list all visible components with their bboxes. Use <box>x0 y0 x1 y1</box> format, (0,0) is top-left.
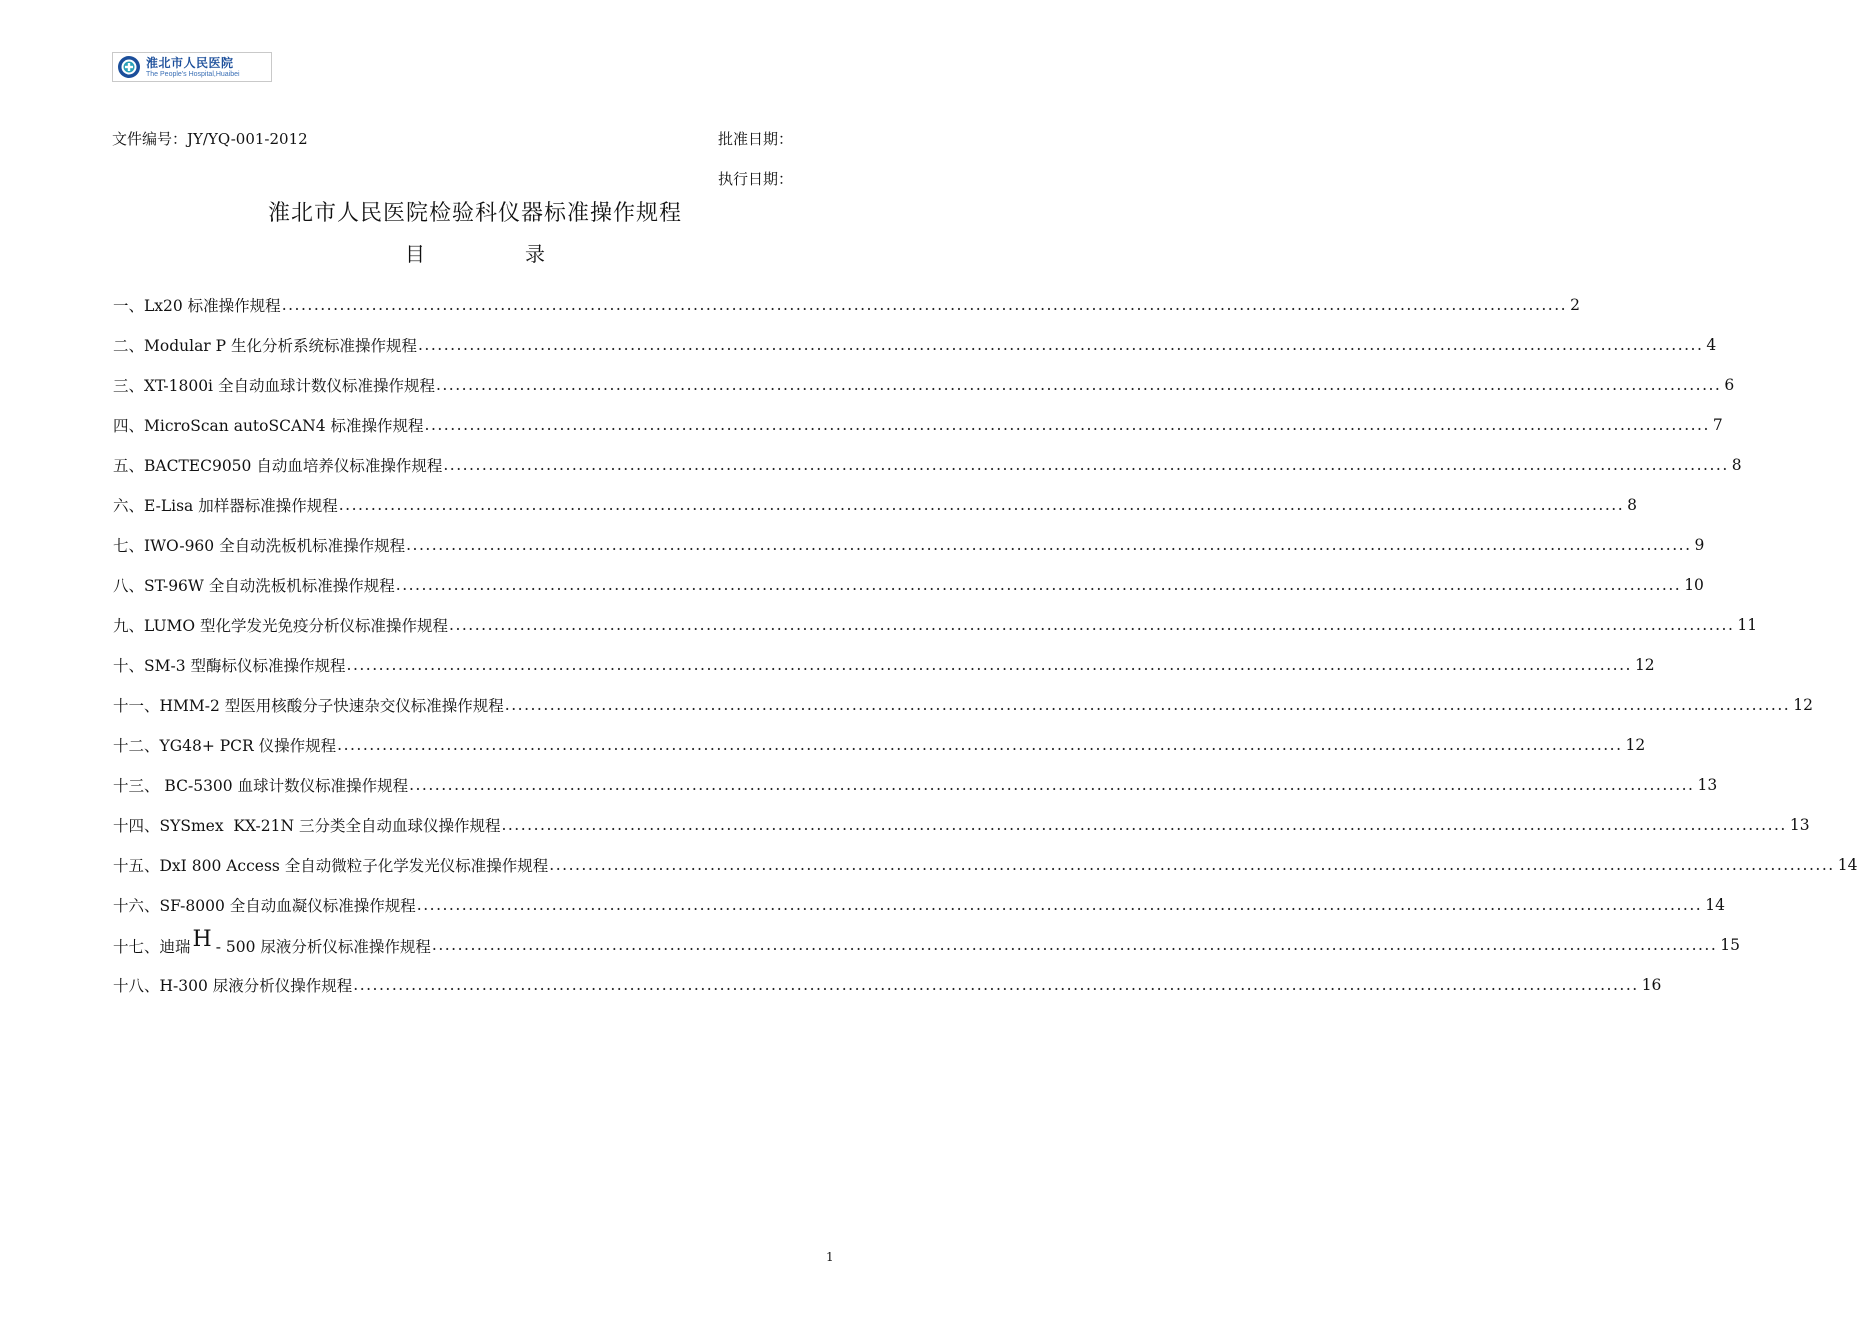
page-number: 1 <box>826 1250 834 1264</box>
toc-entry-page: 11 <box>1737 616 1758 634</box>
toc-entry[interactable] <box>113 685 1813 725</box>
toc-entry-page: 8 <box>1731 456 1742 474</box>
toc-entry-title: 八、ST-96W 全自动洗板机标准操作规程 <box>113 577 395 595</box>
toc-entry-title-part: - 500 尿液分析仪标准操作规程 <box>215 937 431 956</box>
document-number: 文件编号：JY/YQ-001-2012 <box>112 130 308 148</box>
toc-entry[interactable] <box>113 285 1580 325</box>
toc-entry-page: 14 <box>1837 856 1857 874</box>
toc-entry-title: 七、IWO-960 全自动洗板机标准操作规程 <box>113 537 406 555</box>
toc-leader-dots: ........................................................................................................................................................................................................ <box>504 696 1791 714</box>
toc-entry-title: 十六、SF-8000 全自动血凝仪标准操作规程 <box>113 897 416 915</box>
toc-entry[interactable] <box>113 605 1758 645</box>
toc-leader-dots: ........................................................................................................................................................................................................ <box>449 616 1735 634</box>
table-of-contents <box>113 285 1857 1005</box>
toc-entry-page: 7 <box>1712 416 1723 434</box>
toc-leader-dots: ........................................................................................................................................................................................................ <box>431 936 1718 954</box>
toc-leader-dots: ........................................................................................................................................................................................................ <box>395 576 1682 594</box>
toc-entry-page: 8 <box>1627 496 1637 514</box>
toc-entry-page: 16 <box>1641 976 1662 994</box>
toc-entry-page: 6 <box>1724 376 1735 394</box>
toc-entry-title: 九、LUMO 型化学发光免疫分析仪标准操作规程 <box>113 617 449 635</box>
toc-entry-title: 十三、 BC-5300 血球计数仪标准操作规程 <box>113 777 409 795</box>
toc-entry[interactable] <box>113 525 1705 565</box>
toc-entry-title: 十一、HMM-2 型医用核酸分子快速杂交仪标准操作规程 <box>113 697 504 715</box>
toc-entry-page: 14 <box>1705 896 1725 914</box>
toc-entry-title: 三、XT-1800i 全自动血球计数仪标准操作规程 <box>113 377 435 395</box>
toc-entry-page: 13 <box>1789 816 1810 834</box>
hospital-logo <box>112 52 272 82</box>
toc-entry-page: 12 <box>1625 736 1646 754</box>
toc-entry-page: 13 <box>1697 776 1718 794</box>
toc-entry[interactable] <box>113 445 1742 485</box>
toc-entry[interactable] <box>113 765 1718 805</box>
toc-entry-title: 十五、DxI 800 Access 全自动微粒子化学发光仪标准操作规程 <box>113 857 549 875</box>
toc-entry-title: 十四、SYSmex KX-21N 三分类全自动血球仪操作规程 <box>113 817 501 835</box>
logo-english-name: The People's Hospital,Huaibei <box>146 70 240 78</box>
toc-entry-page: 9 <box>1694 536 1705 554</box>
approval-date-label: 批准日期： <box>718 130 794 148</box>
toc-leader-dots: ........................................................................................................................................................................................................ <box>416 896 1703 914</box>
toc-entry-title: 一、Lx20 标准操作规程 <box>113 297 281 315</box>
toc-entry[interactable] <box>113 325 1717 365</box>
toc-leader-dots: ........................................................................................................................................................................................................ <box>353 976 1639 994</box>
toc-heading-char-2: 录 <box>525 242 545 266</box>
toc-leader-dots: ........................................................................................................................................................................................................ <box>501 816 1787 834</box>
toc-entry-page: 10 <box>1684 576 1704 594</box>
toc-leader-dots: ........................................................................................................................................................................................................ <box>346 656 1632 674</box>
toc-leader-dots: ........................................................................................................................................................................................................ <box>549 856 1835 874</box>
toc-entry[interactable] <box>113 925 1741 965</box>
toc-entry-title-part: 十七、迪瑞 <box>113 937 191 956</box>
toc-leader-dots: ........................................................................................................................................................................................................ <box>443 456 1729 474</box>
document-title: 淮北市人民医院检验科仪器标准操作规程 <box>267 201 682 226</box>
toc-entry[interactable] <box>113 885 1725 925</box>
toc-leader-dots: ........................................................................................................................................................................................................ <box>337 736 1623 754</box>
toc-leader-dots: ........................................................................................................................................................................................................ <box>409 776 1695 794</box>
toc-entry[interactable] <box>113 565 1704 605</box>
toc-leader-dots: ........................................................................................................................................................................................................ <box>424 416 1710 434</box>
logo-chinese-name: 淮北市人民医院 <box>146 55 234 70</box>
toc-entry-page: 4 <box>1706 336 1717 354</box>
toc-entry-title: 十、SM-3 型酶标仪标准操作规程 <box>113 657 346 675</box>
toc-heading-char-1: 目 <box>405 242 425 266</box>
toc-leader-dots: ........................................................................................................................................................................................................ <box>338 496 1625 514</box>
toc-entry-title: 二、Modular P 生化分析系统标准操作规程 <box>113 337 417 355</box>
hospital-emblem-icon <box>117 55 141 79</box>
toc-entry-title-large-letter: H <box>192 926 212 952</box>
toc-entry[interactable] <box>113 485 1637 525</box>
toc-entry[interactable] <box>113 845 1857 885</box>
toc-entry[interactable] <box>113 405 1723 445</box>
toc-entry[interactable] <box>113 805 1810 845</box>
toc-entry[interactable] <box>113 725 1646 765</box>
toc-entry-page: 12 <box>1793 696 1813 714</box>
toc-entry-page: 15 <box>1720 936 1741 954</box>
toc-entry[interactable] <box>113 645 1655 685</box>
toc-entry-title <box>113 926 431 958</box>
toc-entry-page: 2 <box>1570 296 1580 314</box>
toc-entry-title: 十二、YG48+ PCR 仪操作规程 <box>113 737 337 755</box>
toc-entry-title: 六、E-Lisa 加样器标准操作规程 <box>113 497 338 515</box>
toc-entry-title: 四、MicroScan autoSCAN4 标准操作规程 <box>113 417 424 435</box>
toc-entry-page: 12 <box>1634 656 1655 674</box>
toc-entry-title: 十八、H-300 尿液分析仪操作规程 <box>113 977 353 995</box>
toc-entry[interactable] <box>113 365 1735 405</box>
toc-leader-dots: ........................................................................................................................................................................................................ <box>418 336 1704 354</box>
execution-date-label: 执行日期： <box>718 170 794 188</box>
toc-heading <box>0 238 950 267</box>
toc-leader-dots: ........................................................................................................................................................................................................ <box>435 376 1722 394</box>
toc-leader-dots: ........................................................................................................................................................................................................ <box>281 296 1568 314</box>
toc-leader-dots: ........................................................................................................................................................................................................ <box>406 536 1692 554</box>
toc-entry-title: 五、BACTEC9050 自动血培养仪标准操作规程 <box>113 457 443 475</box>
toc-entry[interactable] <box>113 965 1662 1005</box>
